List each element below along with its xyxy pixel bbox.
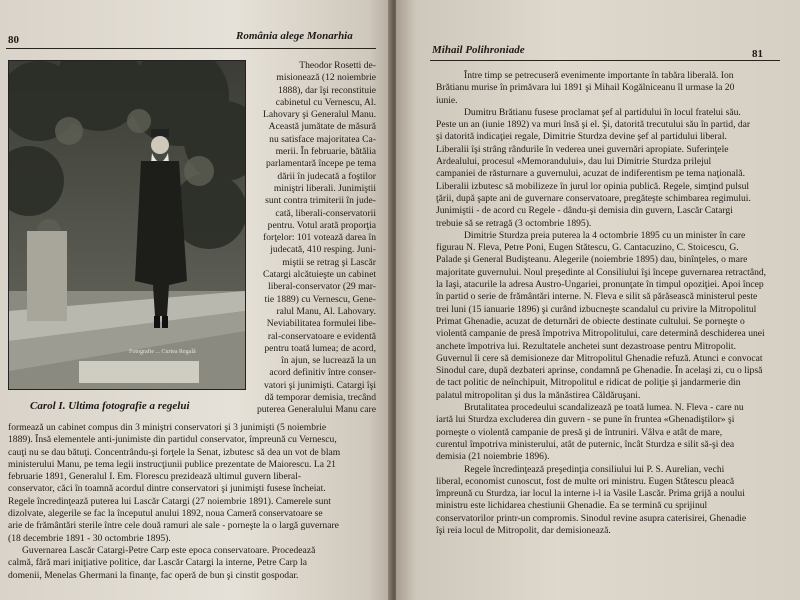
- text-line: violentă campanie de presă împotriva Mitropolitului, care determină deschiderea unei: [436, 328, 765, 340]
- text-line: pentru toată lumea; de acord,: [264, 342, 376, 354]
- text-line: ministru este lichidarea chestiunii Ghenadie. Ea se termină cu sprijinul: [436, 500, 708, 512]
- text-line: anchete împotriva lui. Rezultatele anchetei sunt dezastroase pentru Mitropolit.: [436, 340, 736, 352]
- left-page: [0, 0, 392, 600]
- text-line: nu satisface majoritatea Ca-: [269, 133, 376, 145]
- text-line: domenii, Menelas Ghermani la finanţe, fac operă de bun şi cinstit gospodar.: [8, 569, 299, 581]
- text-line: miştii se retrag şi Lascăr: [282, 256, 376, 268]
- left-running-head: România alege Monarhia: [236, 30, 353, 42]
- text-line: ralul Manu, Al. Lahovary.: [276, 305, 376, 317]
- photo-stamp: Fotografie ... Curtea Regală: [129, 349, 196, 355]
- text-line: cauţi nu se dau bătuţi. Concentrându-şi forţele la Senat, izbutesc să dea un vot de blam: [8, 446, 341, 458]
- text-line: Junimiştii - de acord cu Regele - dându-şi demisia din guvern, Lascăr Catargi: [436, 205, 733, 217]
- right-running-head: Mihail Polihroniade: [432, 44, 525, 56]
- text-line: 1888), dar îşi reconstituie: [277, 84, 376, 96]
- text-line: Guvernarea Lascăr Catargi-Petre Carp este epoca conservatoare. Procedează: [22, 544, 316, 556]
- text-line: conservator, căci în toamnă acordul dintre conservatori şi junimişti fusese încheiat.: [8, 483, 326, 495]
- text-line: tie 1889) cu Vernescu, Gene-: [264, 293, 376, 305]
- text-line: puterea Generalului Manu care: [256, 404, 376, 416]
- text-line: împreună cu Sturdza, iar locul la interne i-l ia Vasile Lascăr. Prima grijă a noului: [436, 488, 745, 500]
- text-line: pentru. Votul arată proporţia: [267, 219, 376, 231]
- text-line: conservatorilor printr-un compromis. Sinodul revine asupra caterisirei, Ghenadie: [436, 512, 747, 524]
- king-photograph: [8, 60, 246, 390]
- text-line: demisia (21 noiembrie 1896).: [436, 451, 550, 463]
- text-line: liberal-conservator (29 mar-: [268, 281, 376, 293]
- text-line: judecată, 410 resping. Juni-: [270, 244, 376, 256]
- text-line: Liberalii îşi strâng rândurile în vederea unei guvernări apropiate. Suferinţele: [436, 143, 729, 155]
- text-line: palatul mitropolitan şi dus la mănăstirea Căldăruşani.: [436, 389, 641, 401]
- text-line: (18 decembrie 1891 - 30 octombrie 1895).: [8, 532, 171, 544]
- text-line: în ajun, se lucrează la un: [281, 355, 376, 367]
- text-line: Palade şi General Budişteanu. Alegerile (noiembrie 1895) dau, binînţeles, o mare: [436, 254, 748, 266]
- text-line: trebuie să se retragă (3 octombrie 1895).: [436, 217, 592, 229]
- text-line: campaniei de răsturnare a guvernului, acuzat de indiferentism pe tema naţională.: [436, 168, 745, 180]
- text-line: 1889). Însă elementele anti-junimiste din partidul conservator, împreună cu Vernescu,: [8, 434, 337, 446]
- text-line: februarie 1891, Generalul I. Em. Florescu prezidează ultimul guvern liberal-: [8, 471, 302, 483]
- text-line: la Iaşi, atacurile la adresa Austro-Ungariei, pronunţate în timpul opoziţiei. Apoi încep: [436, 279, 764, 291]
- left-side-column: [248, 60, 376, 417]
- text-line: Sinodul care, după dezbateri aprinse, condamnă pe Ghenadie. În acelaşi zi, cu o lipsă: [436, 365, 763, 377]
- text-line: Dimitrie Sturdza preia puterea la 4 octombrie 1895 cu un minister în care: [464, 229, 746, 241]
- text-line: ţării, după şapte ani de guvernare conservatoare, pregăteşte schimbarea regimului.: [436, 192, 751, 204]
- text-line: Regele încredinţează puterea lui Lascăr Catargi (27 noiembrie 1891). Camerele sunt: [8, 495, 331, 507]
- text-line: arie de frământări sterile între cele două ramuri ale sale - porneşte la o largă guvernare: [8, 520, 339, 532]
- text-line: cabinetul cu Vernescu, Al.: [275, 96, 376, 108]
- text-line: merii. În februarie, bătălia: [275, 146, 376, 158]
- text-line: Neviabilitatea formulei libe-: [266, 318, 376, 330]
- text-line: liberal, economist cunoscut, fost de multe ori ministru. Eugen Stătescu pleacă: [436, 475, 735, 487]
- text-line: figurau N. Fleva, Petre Poni, Eugen Stătescu, G. Cantacuzino, C. Stoicescu, G.: [436, 242, 739, 254]
- text-line: îşi reia locul de Mitropolit, dar demisionează.: [436, 524, 611, 536]
- text-line: majoritate guvernului. Noul preşedinte al Consiliului îşi începe guvernarea retractând,: [436, 266, 767, 278]
- left-page-number: 80: [8, 34, 19, 46]
- text-line: vatori şi junimişti. Catargi îşi: [263, 379, 376, 391]
- right-body-text: [436, 70, 782, 537]
- text-line: formează un cabinet compus din 3 miniştri conservatori şi 3 junimişti (5 noiembrie: [8, 422, 327, 433]
- text-line: cată, liberali-conservatorii: [275, 207, 376, 219]
- text-line: de tact politic de neînchipuit, Mitropolitul e ridicat de poliţie şi jandarmerie din: [436, 377, 741, 389]
- text-line: miniştri liberali. Junimiştii: [273, 182, 376, 194]
- text-line: Guvernul îi cere să demisioneze dar Mitropolitul Ghenadie refuză. Atunci e convocat: [436, 352, 763, 364]
- text-line: iunie.: [436, 94, 458, 106]
- text-line: ministerului Manu, pe tema legii instrucţiunii publice prezentate de Maiorescu. La 21: [8, 458, 336, 470]
- text-line: dizolvate, alegerile se fac la începutul anului 1892, noua Cameră conservatoare se: [8, 508, 323, 520]
- text-line: forţelor: 101 votează darea în: [263, 232, 376, 244]
- text-line: şi datorită indicaţiei regale, Dimitrie Sturdza devine şef al partidului liberal.: [436, 131, 727, 143]
- right-page-number: 81: [752, 48, 763, 60]
- text-line: dării în judecată a foştilor: [277, 170, 376, 182]
- text-line: misionează (12 noiembrie: [276, 72, 376, 84]
- text-line: Liberalii izbutesc să mobilizeze în jurul lor opinia publică. Regele, simţind pulsul: [436, 180, 750, 192]
- text-line: porneşte o violentă campanie de presă şi de întruniri. Vâlva e atât de mare,: [436, 426, 723, 438]
- right-page: [396, 0, 800, 600]
- left-header-rule: [6, 48, 376, 49]
- text-line: Ardealului, procesul «Memorandului», dau lui Dimitrie Sturdza prilejul: [436, 156, 712, 168]
- text-line: parlamentară începe pe tema: [266, 158, 376, 170]
- text-line: Regele încredinţează preşedinţia consiliului lui P. S. Aurelian, vechi: [464, 463, 725, 475]
- text-line: ral-conservatoare e evidentă: [267, 330, 376, 342]
- text-line: Această jumătate de măsură: [268, 121, 376, 133]
- text-line: dă temporar demisia, trecând: [264, 392, 376, 404]
- text-line: acord definitiv între conser-: [269, 367, 376, 379]
- text-line: Dumitru Brătianu fusese proclamat şef al partidului în locul fratelui său.: [464, 106, 741, 118]
- text-line: sunt contra trimiterii în jude-: [265, 195, 376, 207]
- text-line: Peste un an (iunie 1892) va muri însă şi el. Şi, datorită trecutului său în partid, dar: [436, 119, 751, 131]
- text-line: trei luni (15 ianuarie 1896) şi curând izbucneşte scandalul cu privire la Mitropolitul: [436, 303, 757, 315]
- text-line: Lahovary şi Generalul Manu.: [263, 109, 376, 121]
- text-line: calmă, fără mari iniţiative politice, dar Lascăr Catargi la interne, Petre Carp la: [8, 557, 307, 569]
- text-line: Brutalitatea procedeului scandalizează pe toată lumea. N. Fleva - care nu: [464, 402, 744, 414]
- text-line: Catargi alcătuieşte un cabinet: [262, 269, 376, 281]
- left-full-width-text: [8, 422, 378, 582]
- text-line: Theodor Rosetti de-: [299, 60, 376, 71]
- text-line: Între timp se petrecuseră evenimente importante în tabăra liberală. Ion: [464, 70, 734, 81]
- text-line: Primat Ghenadie, acuzat de deturnări de obiecte destinate cultului. Se porneşte o: [436, 315, 745, 327]
- right-header-rule: [430, 60, 780, 61]
- text-line: Brătianu murise în primăvara lui 1891 şi Mihail Kogălniceanu îl urmase la 20: [436, 82, 735, 94]
- text-line: curentul împotriva ministerului, atât de puternic, încât Sturdza e silit să-şi dea: [436, 438, 735, 450]
- text-line: în partid o serie de frământări interne. N. Fleva e silit să părăsească ministerul peste: [436, 291, 758, 303]
- text-line: iartă lui Sturdza excluderea din guvern - se pune în fruntea «Ghenadiştilor» şi: [436, 414, 735, 426]
- photo-illustration: [9, 61, 245, 389]
- photo-caption: Carol I. Ultima fotografie a regelui: [30, 400, 190, 412]
